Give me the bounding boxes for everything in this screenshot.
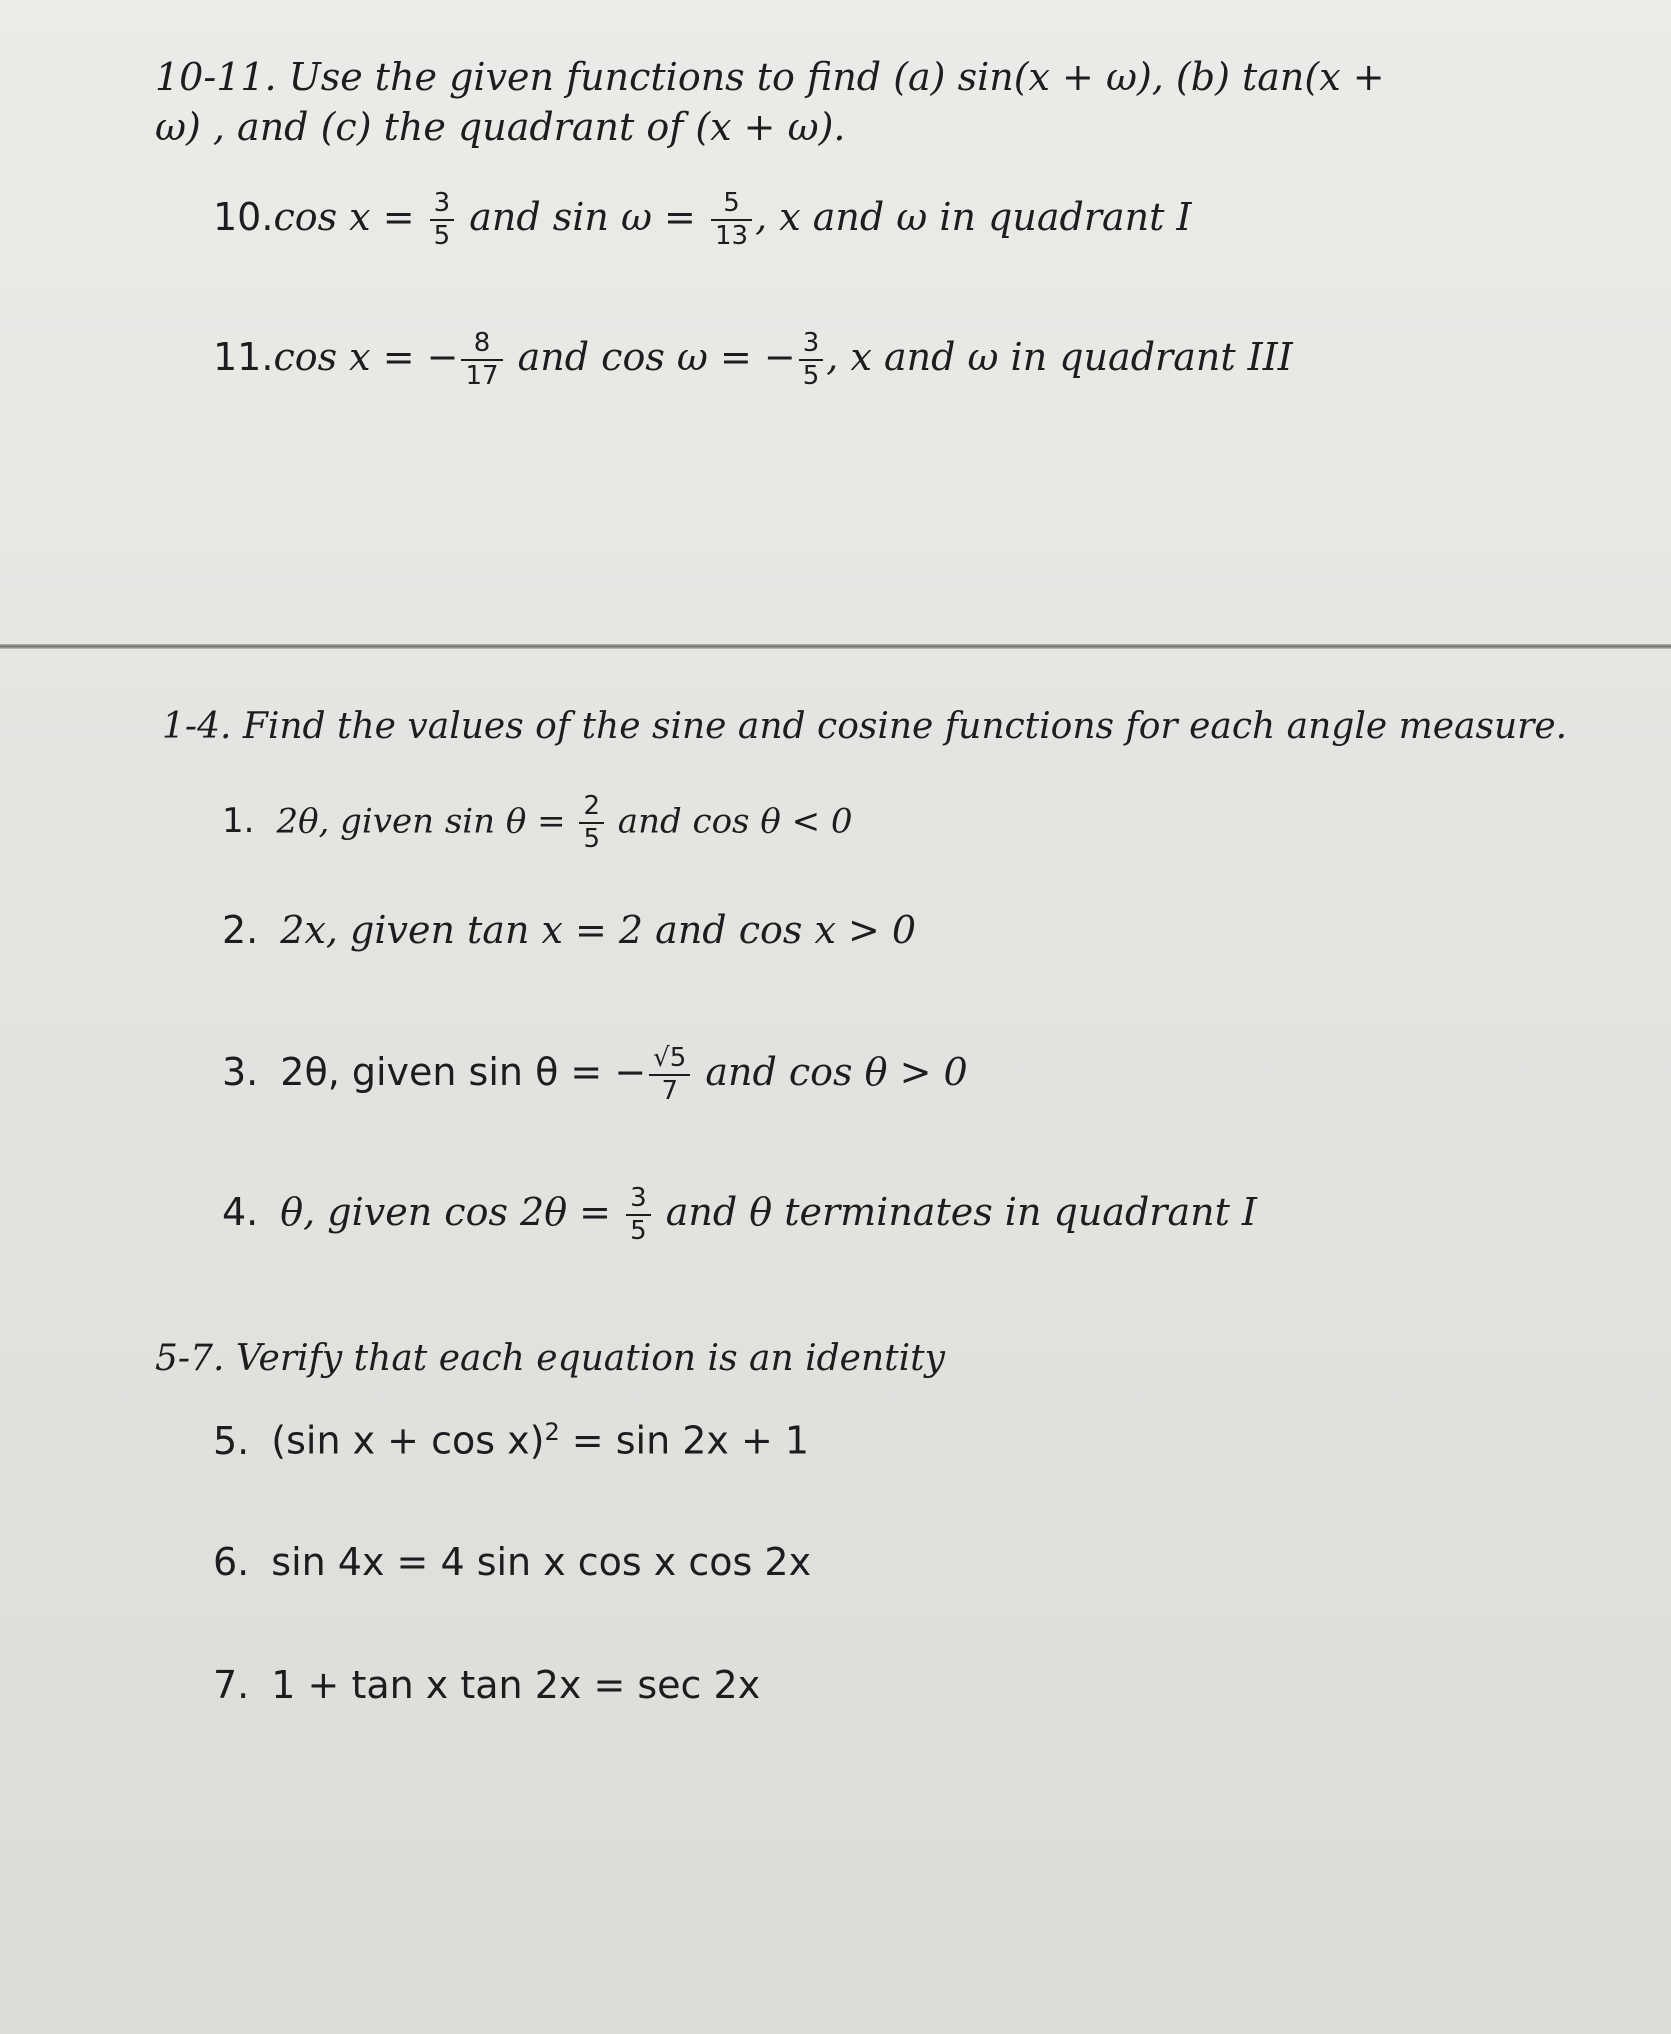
section-5-7-heading: 5-7. Verify that each equation is an identity [155,1338,945,1379]
problem-number: 2. [222,908,259,952]
problem-number: 6. [213,1540,250,1584]
problem-number: 11. [213,334,274,379]
fraction: $\frac{3}{5}$ [799,330,824,391]
section-10-11-heading-line1: 10-11. Use the given functions to find (a) sin(x + ω), (b) tan(x + [155,55,1385,99]
problem-4: 4. θ, given cos 2θ = $\frac{3}{5}$ and θ terminates in quadrant I [222,1183,1257,1247]
problem-number: 3. [222,1049,259,1094]
section-10-11-heading-line2: ω) , and (c) the quadrant of (x + ω). [155,105,846,149]
fraction: $\frac{3}{5}$ [626,1185,651,1246]
problem-number: 4. [222,1189,259,1234]
problem-10: 10.cos x = $\frac{3}{5}$ and sin ω = $\frac{5}{13}$ , x and ω in quadrant I [213,188,1192,252]
problem-number: 5. [213,1418,250,1463]
fraction: $\frac{2}{5}$ [579,793,604,854]
problem-number: 1. [222,801,255,842]
problem-number: 7. [213,1663,250,1707]
problem-2: 2. 2x, given tan x = 2 and cos x > 0 [222,908,917,952]
problem-1: 1. 2θ, given sin θ = $\frac{2}{5}$ and cos θ < 0 [222,791,853,855]
fraction: $\frac{8}{17}$ [461,330,502,391]
problem-number: 10. [213,194,274,239]
fraction: $\frac{5}{13}$ [711,190,752,251]
problem-5: 5. (sin x + cos x)$^2$ = sin 2x + 1 [213,1418,810,1463]
problem-7: 7. 1 + tan x tan 2x = sec 2x [213,1663,761,1707]
fraction: $\frac{3}{5}$ [430,190,455,251]
problem-6: 6. sin 4x = 4 sin x cos x cos 2x [213,1540,812,1584]
fraction: $\frac{√5}{7}$ [649,1045,690,1106]
problem-3: 3. 2θ, given sin θ = − $\frac{√5}{7}$ and cos θ > 0 [222,1043,968,1107]
section-1-4-heading: 1-4. Find the values of the sine and cosine functions for each angle measure. [162,706,1568,747]
problem-11: 11.cos x = − $\frac{8}{17}$ and cos ω = − $\frac{3}{5}$ , x and ω in quadrant III [213,328,1293,392]
